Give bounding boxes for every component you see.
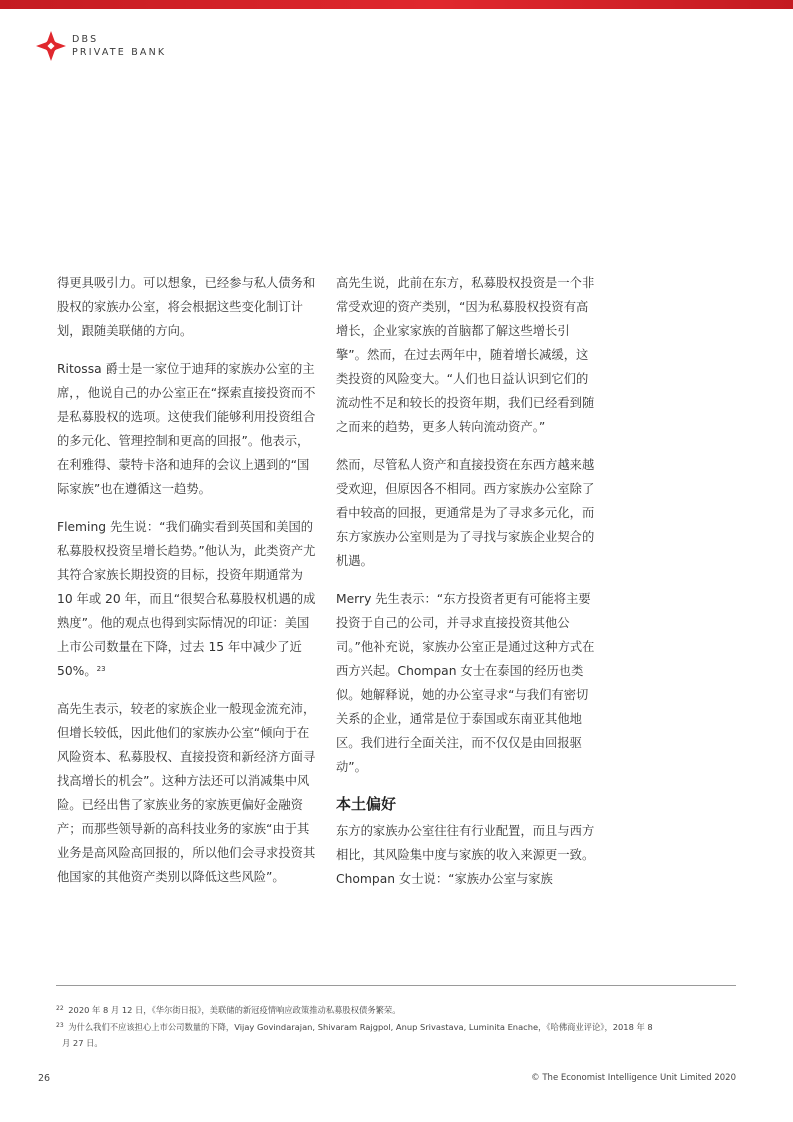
section-heading: 本土偏好 [336, 795, 397, 813]
top-accent-bar [0, 0, 793, 9]
footnote-ref: 23 [96, 665, 106, 673]
paragraph-text: Fleming 先生说：“我们确实看到英国和美国的私募股权投资呈增长趋势。”他认为，此类资产尤其符合家族长期投资的目标，投资年期通常为 10 年或 20 年，而且“很契合私募股权机遇的成熟度”。他的观点也得到实际情况的印证：美国上市公司数量在下降，过去 15 年中减少了近 50%。 [57, 520, 316, 678]
footnotes [56, 1001, 746, 1051]
dbs-private-bank-logo [36, 31, 236, 63]
paragraph [57, 515, 319, 683]
footnote [56, 1018, 746, 1051]
paragraph: Ritossa 爵士是一家位于迪拜的家族办公室的主席，，他说自己的办公室正在“探索直接投资而不是私募股权的选项。这使我们能够利用投资组合的多元化、管理控制和更高的回报”。他表示，在利雅得、蒙特卡洛和迪拜的会议上遇到的“国际家族”也在遵循这一趋势。 [57, 362, 316, 496]
brand-line-1: DBS [72, 34, 99, 45]
footnote-number: 23 [56, 1022, 64, 1029]
footnote-text: 2020 年 8 月 12 日，《华尔街日报》，美联储的新冠疫情响应政策推动私募股权债务繁荣。 [68, 1005, 401, 1015]
paragraph: 高先生说，此前在东方，私募股权投资是一个非常受欢迎的资产类别，“因为私募股权投资有高增长，企业家家族的首脑都了解这些增长引擎”。然而，在过去两年中，随着增长减缓，这类投资的风险变大。“人们也日益认识到它们的流动性不足和较长的投资年期，我们已经看到随之而来的趋势，更多人转向流动资产。” [336, 276, 595, 434]
left-column [57, 271, 319, 903]
logo-text [72, 33, 166, 59]
paragraph: 东方的家族办公室往往有行业配置，而且与西方相比，其风险集中度与家族的收入来源更一致。Chompan 女士说：“家族办公室与家族 [336, 824, 595, 886]
right-column [336, 271, 598, 905]
footnote [56, 1001, 746, 1018]
paragraph: Merry 先生表示：“东方投资者更有可能将主要投资于自己的公司，并寻求直接投资其他公司。”他补充说，家族办公室正是通过这种方式在西方兴起。Chompan 女士在泰国的经历也类似。她解释说，她的办公室寻求“与我们有密切关系的企业，通常是位于泰国或东南亚其他地区。我们进行全面关注，而不仅仅是由回报驱动”。 [336, 592, 595, 774]
footnote-number: 22 [56, 1005, 64, 1012]
footnote-text: 为什么我们不应该担心上市公司数量的下降，Vijay Govindarajan, Shivaram Rajgpol, Anup Srivastava, Luminita Enache，《哈佛商业评论》，2018 年 8 [68, 1022, 653, 1032]
footnote-continuation: 月 27 日。 [62, 1038, 103, 1048]
footnote-divider [56, 985, 736, 986]
copyright-notice: © The Economist Intelligence Unit Limited 2020 [531, 1073, 736, 1083]
paragraph: 高先生表示，较老的家族企业一般现金流充沛，但增长较低，因此他们的家族办公室“倾向于在风险资本、私募股权、直接投资和新经济方面寻找高增长的机会”。这种方法还可以消减集中风险。已经出售了家族业务的家族更偏好金融资产；而那些领导新的高科技业务的家族“由于其业务是高风险高回报的，所以他们会寻求投资其他国家的其他资产类别以降低这些风险”。 [57, 702, 316, 884]
paragraph: 然而，尽管私人资产和直接投资在东西方越来越受欢迎，但原因各不相同。西方家族办公室除了看中较高的回报，更通常是为了寻求多元化，而东方家族办公室则是为了寻找与家族企业契合的机遇。 [336, 458, 595, 568]
dbs-star-icon [36, 31, 66, 61]
brand-line-2: PRIVATE BANK [72, 47, 167, 58]
page-number: 26 [38, 1073, 51, 1084]
paragraph: 得更具吸引力。可以想象，已经参与私人债务和股权的家族办公室，将会根据这些变化制订计划，跟随美联储的方向。 [57, 276, 316, 338]
